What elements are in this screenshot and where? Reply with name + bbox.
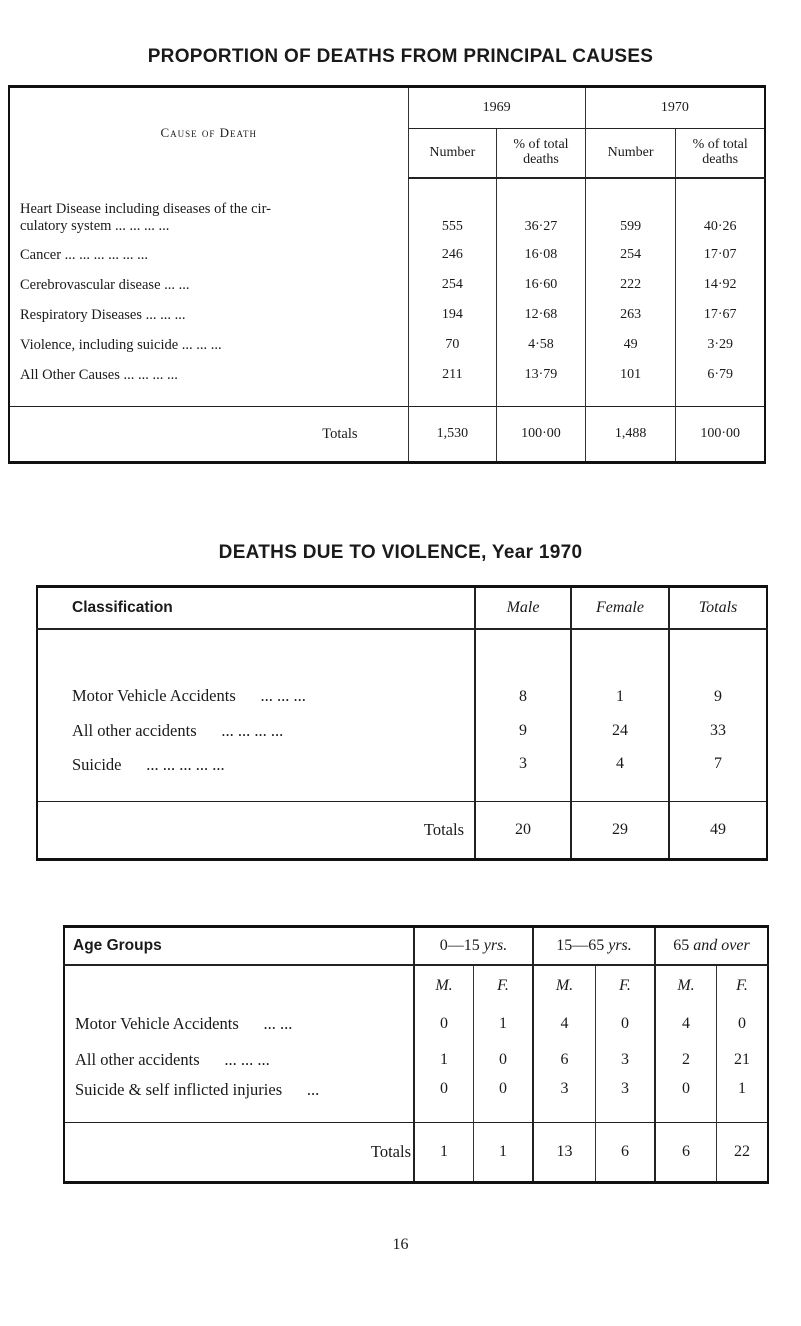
- cell-male: 3: [475, 751, 571, 802]
- row-label-text: All other accidents: [75, 1050, 200, 1069]
- row-label-text: Suicide & self inflicted injuries: [75, 1080, 283, 1099]
- classification-header: Classification: [37, 587, 475, 630]
- principal-causes-table: [8, 85, 766, 464]
- cell-value: 0: [717, 1006, 769, 1042]
- row-label-text: Motor Vehicle Accidents: [72, 686, 236, 705]
- row-label: [64, 1006, 414, 1042]
- cell-male: 9: [475, 710, 571, 751]
- table-row: [9, 300, 765, 330]
- age-groups-header: Age Groups: [64, 927, 414, 966]
- cell-total: 7: [669, 751, 767, 802]
- cell-number-1969: 70: [408, 330, 497, 360]
- total-value: 22: [717, 1123, 769, 1183]
- sex-subheader-row: [64, 965, 768, 1006]
- cell-pct-1970: 3·29: [676, 330, 765, 360]
- row-label-line: Heart Disease including diseases of the cir-: [20, 201, 271, 217]
- totals-row: [64, 1123, 768, 1183]
- cell-female: 4: [571, 751, 669, 802]
- cell-pct-1969: 36·27: [497, 178, 586, 240]
- cell-pct-1969: 16·60: [497, 270, 586, 300]
- cell-value: 21: [717, 1042, 769, 1078]
- leader-dots: ... ... ... ... ...: [146, 755, 225, 774]
- cell-value: 0: [655, 1078, 717, 1123]
- total-value: 1: [414, 1123, 474, 1183]
- cell-pct-1969: 12·68: [497, 300, 586, 330]
- cell-value: 0: [474, 1078, 534, 1123]
- totals-header: Totals: [669, 587, 767, 630]
- cell-value: 4: [533, 1006, 596, 1042]
- row-label: [37, 629, 475, 710]
- cell-male: 8: [475, 629, 571, 710]
- female-header: Female: [571, 587, 669, 630]
- col-number-1969: Number: [408, 129, 497, 179]
- table-row: [9, 178, 765, 240]
- table-row: [37, 710, 767, 751]
- cell-female: 1: [571, 629, 669, 710]
- totals-row: [37, 802, 767, 860]
- cell-total: 9: [669, 629, 767, 710]
- total-number-1969: 1,530: [408, 407, 497, 463]
- female-subheader: F.: [596, 965, 656, 1006]
- table-row: [64, 1042, 768, 1078]
- male-subheader: M.: [655, 965, 717, 1006]
- total-pct-1969: 100·00: [497, 407, 586, 463]
- cell-number-1970: 254: [585, 240, 676, 270]
- total-value: 13: [533, 1123, 596, 1183]
- row-label-text: Suicide: [72, 755, 122, 774]
- cell-value: 0: [596, 1006, 656, 1042]
- cell-value: 4: [655, 1006, 717, 1042]
- cause-header: Cause of Death: [160, 125, 258, 140]
- table-row: [37, 629, 767, 710]
- totals-label: Totals: [9, 407, 408, 463]
- cell-pct-1970: 6·79: [676, 360, 765, 390]
- table-row: [64, 1006, 768, 1042]
- cell-value: 3: [533, 1078, 596, 1123]
- total-value: 1: [474, 1123, 534, 1183]
- cell-pct-1969: 4·58: [497, 330, 586, 360]
- row-label-line: culatory system ... ... ... ...: [20, 218, 170, 234]
- cell-number-1969: 555: [408, 178, 497, 240]
- cell-value: 1: [474, 1006, 534, 1042]
- page-number: 16: [392, 1236, 409, 1253]
- female-subheader: F.: [474, 965, 534, 1006]
- age-groups-table: [63, 925, 769, 1184]
- total-female: 29: [571, 802, 669, 860]
- cell-pct-1969: 13·79: [497, 360, 586, 390]
- cell-number-1970: 101: [585, 360, 676, 390]
- cell-value: 0: [414, 1078, 474, 1123]
- cell-number-1970: 222: [585, 270, 676, 300]
- group-unit: yrs.: [483, 937, 508, 954]
- leader-dots: ... ... ... ...: [221, 720, 284, 740]
- table1-title: PROPORTION OF DEATHS FROM PRINCIPAL CAUSES: [147, 46, 654, 67]
- cell-number-1970: 599: [585, 178, 676, 240]
- total-value: 6: [655, 1123, 717, 1183]
- table2-title: DEATHS DUE TO VIOLENCE, Year 1970: [218, 542, 583, 563]
- cell-number-1970: 49: [585, 330, 676, 360]
- group-unit: yrs.: [608, 937, 632, 954]
- row-label: Cerebrovascular disease ... ...: [20, 276, 190, 293]
- leader-dots: ... ... ...: [224, 1050, 270, 1069]
- cell-number-1969: 246: [408, 240, 497, 270]
- group-range: 15—65: [556, 937, 605, 954]
- cell-value: 3: [596, 1042, 656, 1078]
- cell-value: 1: [414, 1042, 474, 1078]
- row-label: Respiratory Diseases ... ... ...: [20, 306, 186, 323]
- male-header: Male: [475, 587, 571, 630]
- cell-pct-1970: 14·92: [676, 270, 765, 300]
- totals-label: Totals: [64, 1123, 414, 1183]
- table-row: [9, 240, 765, 270]
- total-male: 20: [475, 802, 571, 860]
- group-range: 0—15: [439, 937, 480, 954]
- row-label: [37, 710, 475, 751]
- group-0-15-header: [414, 927, 533, 966]
- group-unit: and over: [693, 937, 750, 954]
- row-label: Violence, including suicide ... ... ...: [20, 336, 222, 353]
- cell-female: 24: [571, 710, 669, 751]
- cell-value: 3: [596, 1078, 656, 1123]
- row-label: Cancer ... ... ... ... ... ...: [20, 246, 149, 263]
- year-1969-header: 1969: [408, 87, 585, 129]
- year-1970-header: 1970: [585, 87, 765, 129]
- row-label: [64, 1078, 414, 1123]
- row-label-text: Motor Vehicle Accidents: [75, 1014, 239, 1033]
- cell-total: 33: [669, 710, 767, 751]
- group-range: 65: [673, 937, 690, 954]
- table-row: [9, 270, 765, 300]
- cell-number-1969: 254: [408, 270, 497, 300]
- cell-pct-1969: 16·08: [497, 240, 586, 270]
- table-row: [64, 1078, 768, 1123]
- table-row: [37, 751, 767, 802]
- total-number-1970: 1,488: [585, 407, 676, 463]
- cell-pct-1970: 17·07: [676, 240, 765, 270]
- leader-dots: ... ... ...: [260, 686, 306, 705]
- violence-deaths-table: [36, 585, 768, 861]
- leader-dots: ... ...: [263, 1014, 293, 1033]
- totals-label: Totals: [37, 802, 475, 860]
- row-label-text: All other accidents: [72, 720, 197, 740]
- female-subheader: F.: [717, 965, 769, 1006]
- totals-row: [9, 407, 765, 463]
- male-subheader: M.: [414, 965, 474, 1006]
- cell-pct-1970: 40·26: [676, 178, 765, 240]
- total-value: 6: [596, 1123, 656, 1183]
- table-row: [9, 330, 765, 360]
- cell-number-1970: 263: [585, 300, 676, 330]
- col-number-1970: Number: [585, 129, 676, 179]
- row-label: All Other Causes ... ... ... ...: [20, 366, 178, 383]
- total-pct-1970: 100·00: [676, 407, 765, 463]
- cell-pct-1970: 17·67: [676, 300, 765, 330]
- cell-value: 2: [655, 1042, 717, 1078]
- cell-value: 0: [414, 1006, 474, 1042]
- cell-value: 0: [474, 1042, 534, 1078]
- row-label: [9, 178, 408, 240]
- leader-dots: ...: [306, 1080, 320, 1099]
- group-65-over-header: [655, 927, 768, 966]
- cell-value: 1: [717, 1078, 769, 1123]
- row-label: [37, 751, 475, 802]
- total-all: 49: [669, 802, 767, 860]
- row-label: [64, 1042, 414, 1078]
- table-row: [9, 360, 765, 390]
- cell-number-1969: 194: [408, 300, 497, 330]
- male-subheader: M.: [533, 965, 596, 1006]
- cell-number-1969: 211: [408, 360, 497, 390]
- group-15-65-header: [533, 927, 655, 966]
- cell-value: 6: [533, 1042, 596, 1078]
- col-pct-1969: % of total deaths: [497, 129, 586, 179]
- col-pct-1970: % of total deaths: [676, 129, 765, 179]
